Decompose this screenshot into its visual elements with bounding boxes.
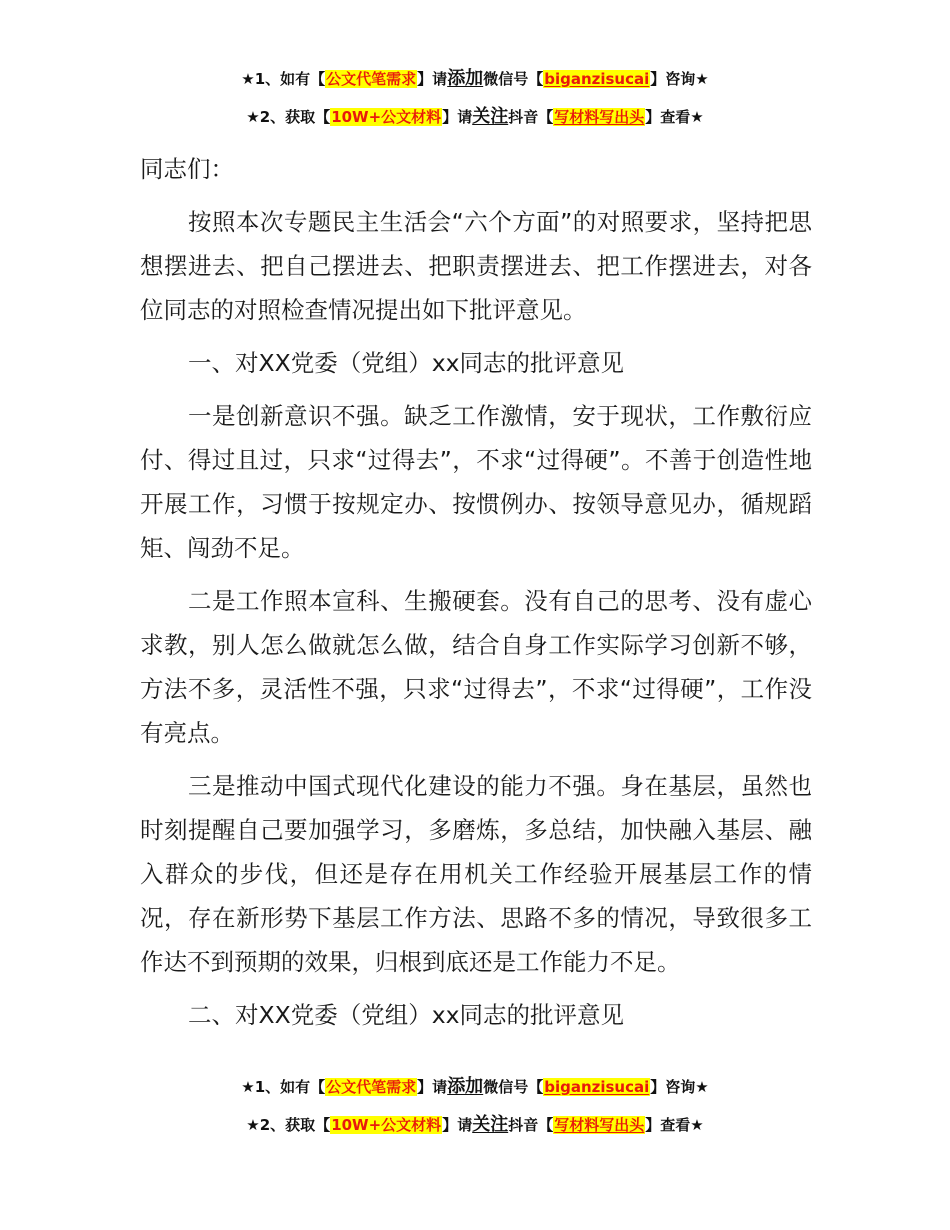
banner-text: 微信号【 [483, 70, 544, 88]
banner-text: 】查看 [645, 108, 691, 126]
star-icon: ★ [246, 1116, 260, 1134]
star-icon: ★ [241, 1078, 255, 1096]
banner-text: 抖音【 [508, 1116, 554, 1134]
banner-text: 】请 [442, 1116, 473, 1134]
star-icon: ★ [241, 70, 255, 88]
banner-highlight: 10W+公文材料 [331, 1116, 442, 1134]
banner-emphasis: 添加 [447, 1076, 484, 1097]
star-icon: ★ [246, 108, 260, 126]
banner-emphasis: 关注 [472, 106, 509, 127]
banner-text: 】请 [417, 70, 448, 88]
body-paragraph: 三是推动中国式现代化建设的能力不强。身在基层，虽然也时刻提醒自己要加强学习，多磨炼，多总结，加快融入基层、融入群众的步伐，但还是存在用机关工作经验开展基层工作的情况，存在新形势下基层工作方法、思路不多的情况，导致很多工作达不到预期的效果，归根到底还是工作能力不足。 [140, 772, 812, 976]
banner-text: 】请 [442, 108, 473, 126]
douyin-account-link[interactable]: 写材料写出头 [554, 1116, 645, 1134]
intro-paragraph: 按照本次专题民主生活会“六个方面”的对照要求，坚持把思想摆进去、把自己摆进去、把职责摆进去、把工作摆进去，对各位同志的对照检查情况提出如下批评意见。 [140, 208, 812, 324]
banner-text: 】查看 [645, 1116, 691, 1134]
star-icon: ★ [690, 1116, 704, 1134]
star-icon: ★ [690, 108, 704, 126]
greeting: 同志们： [140, 155, 234, 183]
section-heading: 二、对XX党委（党组）xx同志的批评意见 [188, 1001, 625, 1029]
promo-banner-bottom-line-2 [0, 1114, 950, 1136]
banner-text: 2、获取【 [259, 108, 331, 126]
banner-text: 微信号【 [483, 1078, 544, 1096]
banner-text: 2、获取【 [259, 1116, 331, 1134]
banner-text: 抖音【 [508, 108, 554, 126]
banner-text: 】咨询 [650, 70, 696, 88]
banner-emphasis: 关注 [472, 1114, 509, 1135]
banner-emphasis: 添加 [447, 68, 484, 89]
promo-banner-top-line-2 [0, 106, 950, 128]
document-body [140, 147, 812, 1046]
banner-highlight: 10W+公文材料 [331, 108, 442, 126]
wechat-id-link[interactable]: biganzisucai [544, 70, 650, 88]
wechat-id-link[interactable]: biganzisucai [544, 1078, 650, 1096]
douyin-account-link[interactable]: 写材料写出头 [554, 108, 645, 126]
body-paragraph: 二是工作照本宣科、生搬硬套。没有自己的思考、没有虚心求教，别人怎么做就怎么做，结合自身工作实际学习创新不够，方法不多，灵活性不强，只求“过得去”，不求“过得硬”，工作没有亮点。 [140, 587, 812, 747]
promo-banner-bottom-line-1 [0, 1076, 950, 1098]
promo-banner-top-line-1 [0, 68, 950, 90]
banner-highlight: 公文代笔需求 [326, 70, 417, 88]
banner-text: 1、如有【 [254, 70, 326, 88]
banner-text: 1、如有【 [254, 1078, 326, 1096]
banner-text: 】请 [417, 1078, 448, 1096]
banner-highlight: 公文代笔需求 [326, 1078, 417, 1096]
star-icon: ★ [695, 70, 709, 88]
banner-text: 】咨询 [650, 1078, 696, 1096]
section-heading: 一、对XX党委（党组）xx同志的批评意见 [188, 349, 625, 377]
body-paragraph: 一是创新意识不强。缺乏工作激情，安于现状，工作敷衍应付、得过且过，只求“过得去”，不求“过得硬”。不善于创造性地开展工作，习惯于按规定办、按惯例办、按领导意见办，循规蹈矩、闯劲不足。 [140, 402, 812, 562]
star-icon: ★ [695, 1078, 709, 1096]
